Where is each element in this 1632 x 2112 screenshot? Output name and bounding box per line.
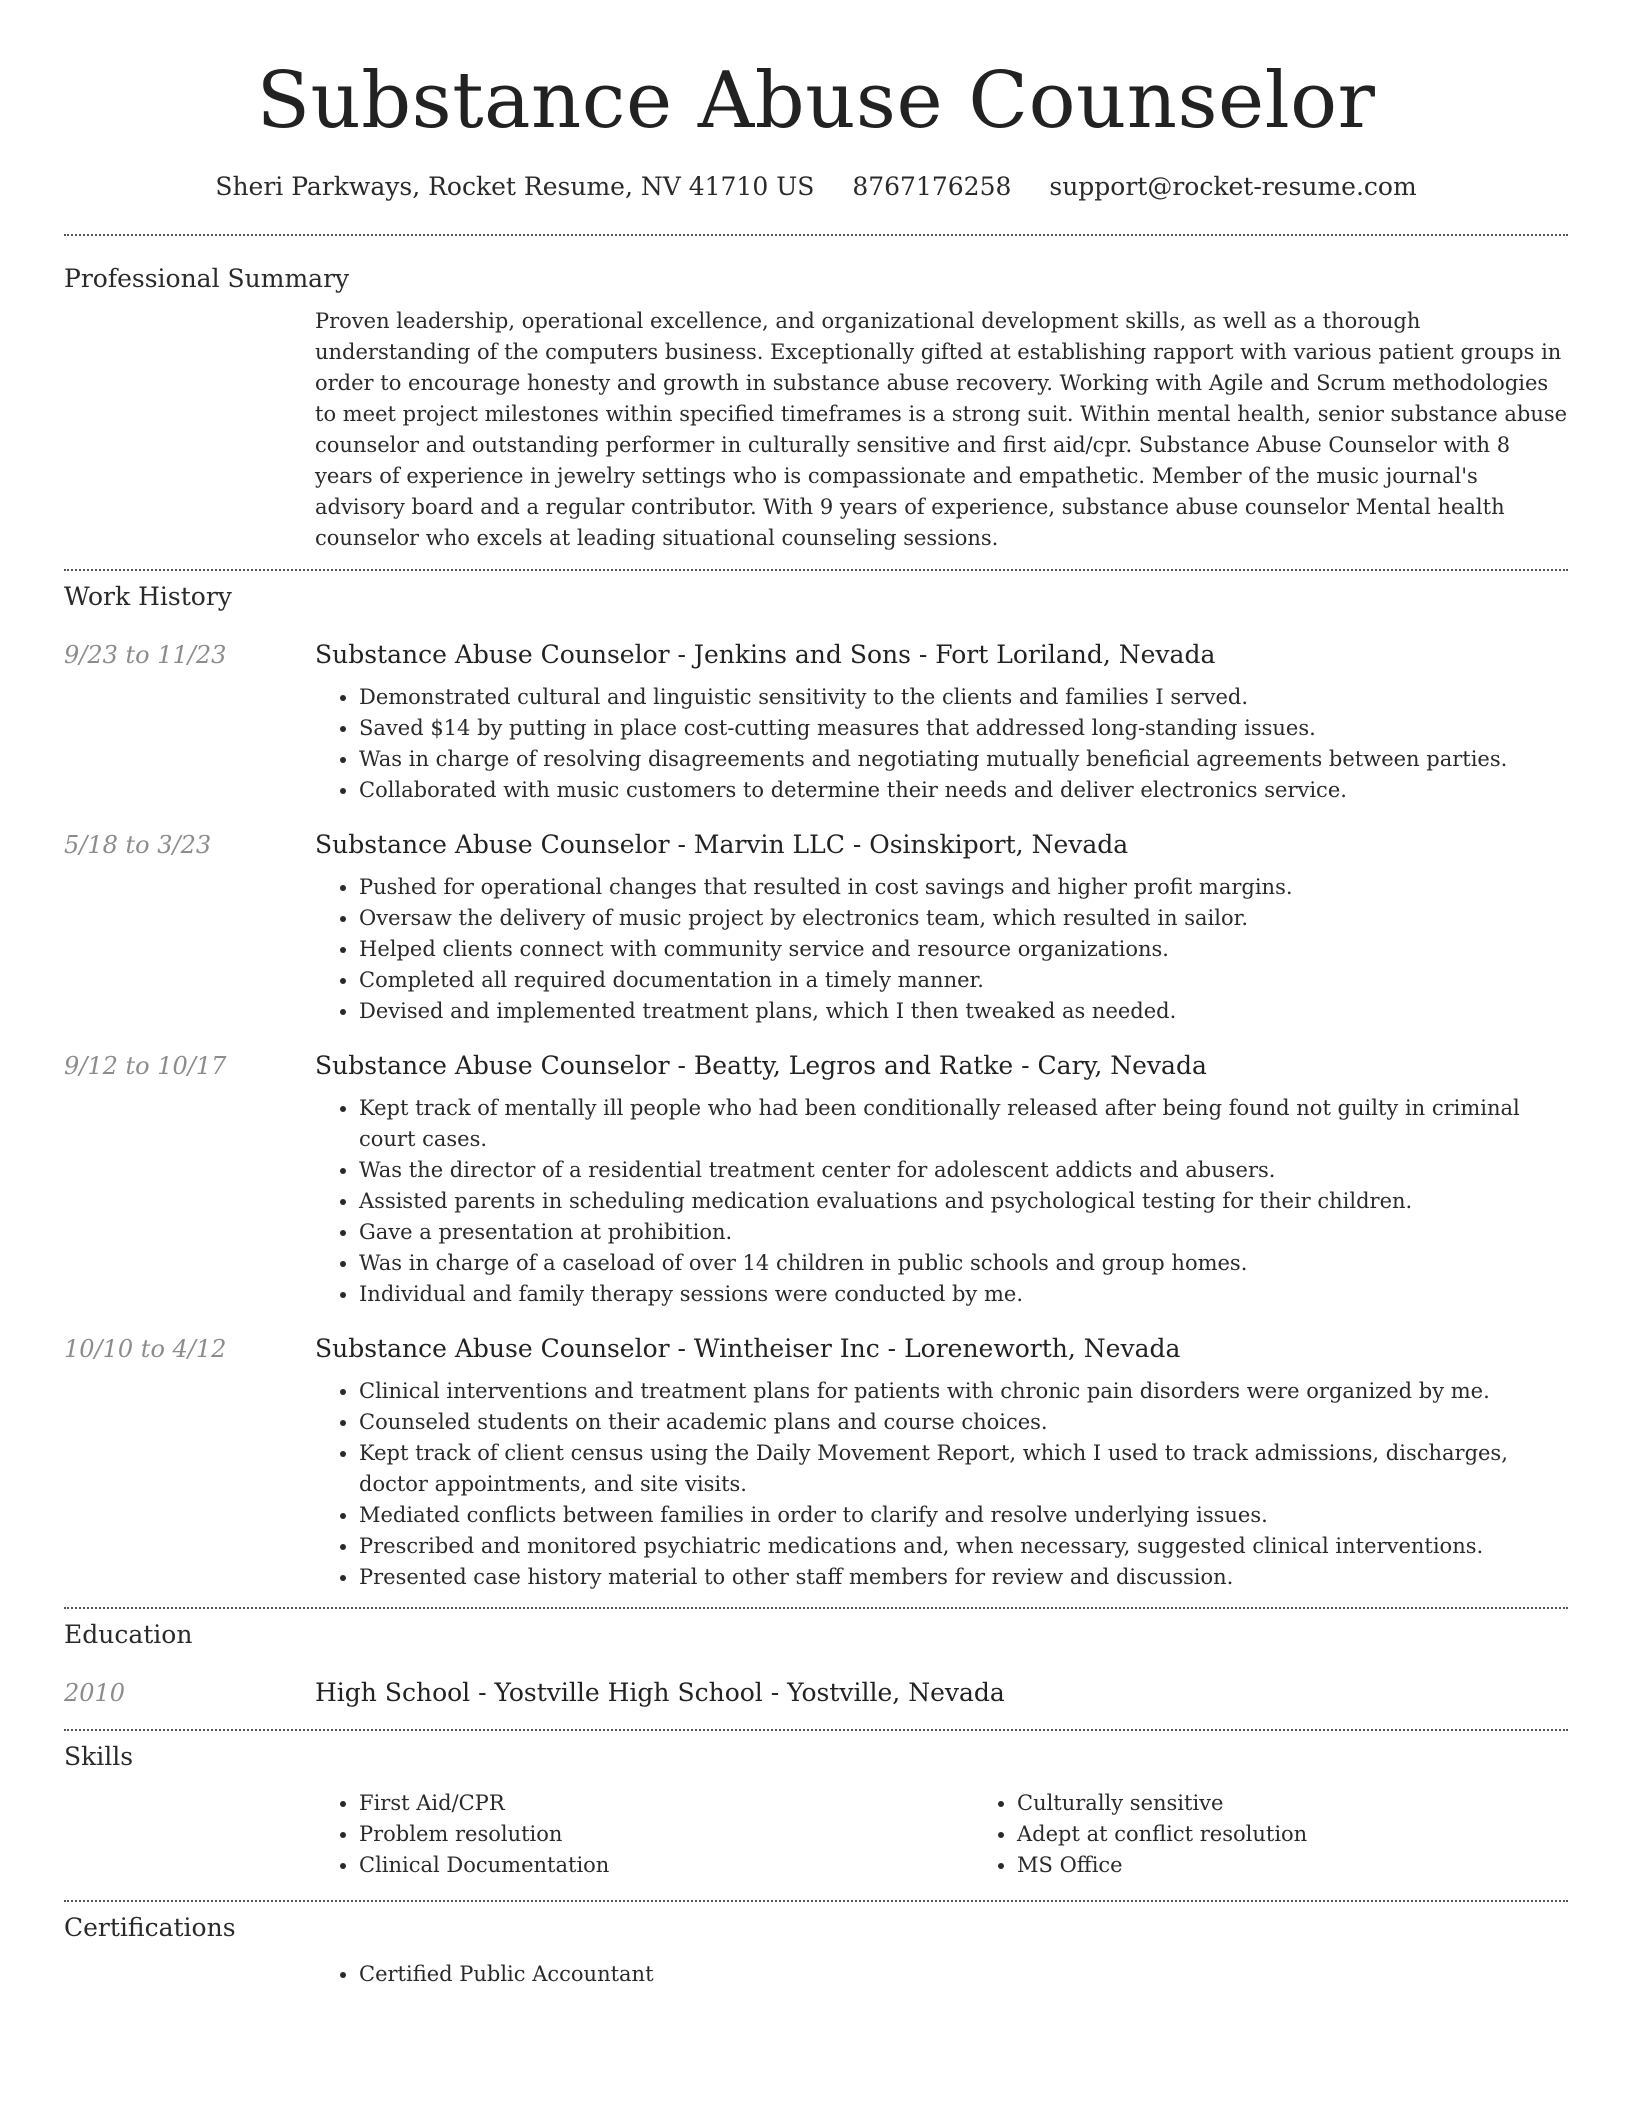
resume-name-title: Substance Abuse Counselor [256, 56, 1376, 146]
job-dates: 5/18 to 3/23 [64, 831, 212, 859]
list-item: • Kept track of client census using the Daily Movement Report, which I used to track admissions, discharges, doctor appointments, and site visits. [359, 1438, 1568, 1500]
education-entry [64, 1676, 1568, 1710]
education-year: 2010 [64, 1679, 126, 1707]
job-dates: 9/12 to 10/17 [64, 1052, 227, 1080]
certification-item: • Certified Public Accountant [359, 1959, 1568, 1990]
section-title-summary: Professional Summary [64, 264, 350, 293]
divider [64, 1607, 1568, 1609]
job-title: Substance Abuse Counselor - Marvin LLC - Osinskiport, Nevada [315, 830, 1129, 859]
skills-column-2 [973, 1788, 1631, 1881]
job-bullets [315, 1376, 1568, 1593]
contact-email: support@rocket-resume.com [1049, 172, 1417, 201]
list-item: • Demonstrated cultural and linguistic sensitivity to the clients and families I served. [359, 682, 1568, 713]
divider [64, 569, 1568, 571]
summary-section [64, 262, 1568, 554]
contact-address: Sheri Parkways, Rocket Resume, NV 41710 US [215, 172, 815, 201]
skill-item: • MS Office [1017, 1850, 1631, 1881]
job-entry [64, 1332, 1568, 1593]
skill-item: • First Aid/CPR [359, 1788, 973, 1819]
list-item: • Prescribed and monitored psychiatric medications and, when necessary, suggested clinical interventions. [359, 1531, 1568, 1562]
list-item: • Individual and family therapy sessions were conducted by me. [359, 1279, 1568, 1310]
list-item: • Devised and implemented treatment plans, which I then tweaked as needed. [359, 996, 1568, 1027]
section-title-work-history: Work History [64, 582, 232, 611]
education-text: High School - Yostville High School - Yostville, Nevada [315, 1678, 1005, 1707]
job-dates: 10/10 to 4/12 [64, 1335, 227, 1363]
job-bullets [315, 1093, 1568, 1310]
job-bullets [315, 872, 1568, 1027]
list-item: • Collaborated with music customers to determine their needs and deliver electronics service. [359, 775, 1568, 806]
list-item: • Counseled students on their academic plans and course choices. [359, 1407, 1568, 1438]
skills-section [64, 1740, 1568, 1881]
skill-item: • Clinical Documentation [359, 1850, 973, 1881]
job-dates: 9/23 to 11/23 [64, 641, 227, 669]
section-title-certifications: Certifications [64, 1913, 236, 1942]
list-item: • Was in charge of resolving disagreements and negotiating mutually beneficial agreements between parties. [359, 744, 1568, 775]
certifications-list [315, 1959, 1568, 1990]
list-item: • Assisted parents in scheduling medication evaluations and psychological testing for their children. [359, 1186, 1568, 1217]
skills-column-1 [315, 1788, 973, 1881]
divider [64, 1900, 1568, 1902]
list-item: • Gave a presentation at prohibition. [359, 1217, 1568, 1248]
list-item: • Saved $14 by putting in place cost-cutting measures that addressed long-standing issues. [359, 713, 1568, 744]
job-entry [64, 1049, 1568, 1310]
contact-phone: 8767176258 [852, 172, 1012, 201]
list-item: • Mediated conflicts between families in order to clarify and resolve underlying issues. [359, 1500, 1568, 1531]
section-title-education: Education [64, 1620, 193, 1649]
list-item: • Helped clients connect with community service and resource organizations. [359, 934, 1568, 965]
divider [64, 1729, 1568, 1731]
section-title-skills: Skills [64, 1742, 134, 1771]
list-item: • Kept track of mentally ill people who had been conditionally released after being found not guilty in criminal court cases. [359, 1093, 1568, 1155]
contact-line [64, 170, 1568, 204]
divider [64, 234, 1568, 236]
skill-item: • Problem resolution [359, 1819, 973, 1850]
job-title: Substance Abuse Counselor - Jenkins and Sons - Fort Loriland, Nevada [315, 640, 1216, 669]
skill-item: • Adept at conflict resolution [1017, 1819, 1631, 1850]
summary-text: Proven leadership, operational excellence, and organizational development skills, as well as a thorough understanding of the computers business. Exceptionally gifted at establishing rapport with various patient groups in order to encourage honesty and growth in substance abuse recovery. Working with Agile and Scrum methodologies to meet project milestones within specified timeframes is a strong suit. Within mental health, senior substance abuse counselor and outstanding performer in culturally sensitive and first aid/cpr. Substance Abuse Counselor with 8 years of experience in jewelry settings who is compassionate and empathetic. Member of the music journal's advisory board and a regular contributor. With 9 years of experience, substance abuse counselor Mental health counselor who excels at leading situational counseling sessions. [315, 309, 1568, 550]
job-title: Substance Abuse Counselor - Wintheiser Inc - Loreneworth, Nevada [315, 1334, 1181, 1363]
skills-columns [315, 1788, 1631, 1881]
list-item: • Presented case history material to other staff members for review and discussion. [359, 1562, 1568, 1593]
job-entry [64, 828, 1568, 1027]
certifications-section [64, 1911, 1568, 1990]
job-title: Substance Abuse Counselor - Beatty, Legros and Ratke - Cary, Nevada [315, 1051, 1207, 1080]
list-item: • Clinical interventions and treatment plans for patients with chronic pain disorders were organized by me. [359, 1376, 1568, 1407]
work-history-section [64, 580, 1568, 1593]
list-item: • Was the director of a residential treatment center for adolescent addicts and abusers. [359, 1155, 1568, 1186]
list-item: • Completed all required documentation in a timely manner. [359, 965, 1568, 996]
job-entry [64, 638, 1568, 806]
list-item: • Was in charge of a caseload of over 14 children in public schools and group homes. [359, 1248, 1568, 1279]
skill-item: • Culturally sensitive [1017, 1788, 1631, 1819]
list-item: • Oversaw the delivery of music project by electronics team, which resulted in sailor. [359, 903, 1568, 934]
list-item: • Pushed for operational changes that resulted in cost savings and higher profit margins. [359, 872, 1568, 903]
job-bullets [315, 682, 1568, 806]
education-section [64, 1618, 1568, 1710]
